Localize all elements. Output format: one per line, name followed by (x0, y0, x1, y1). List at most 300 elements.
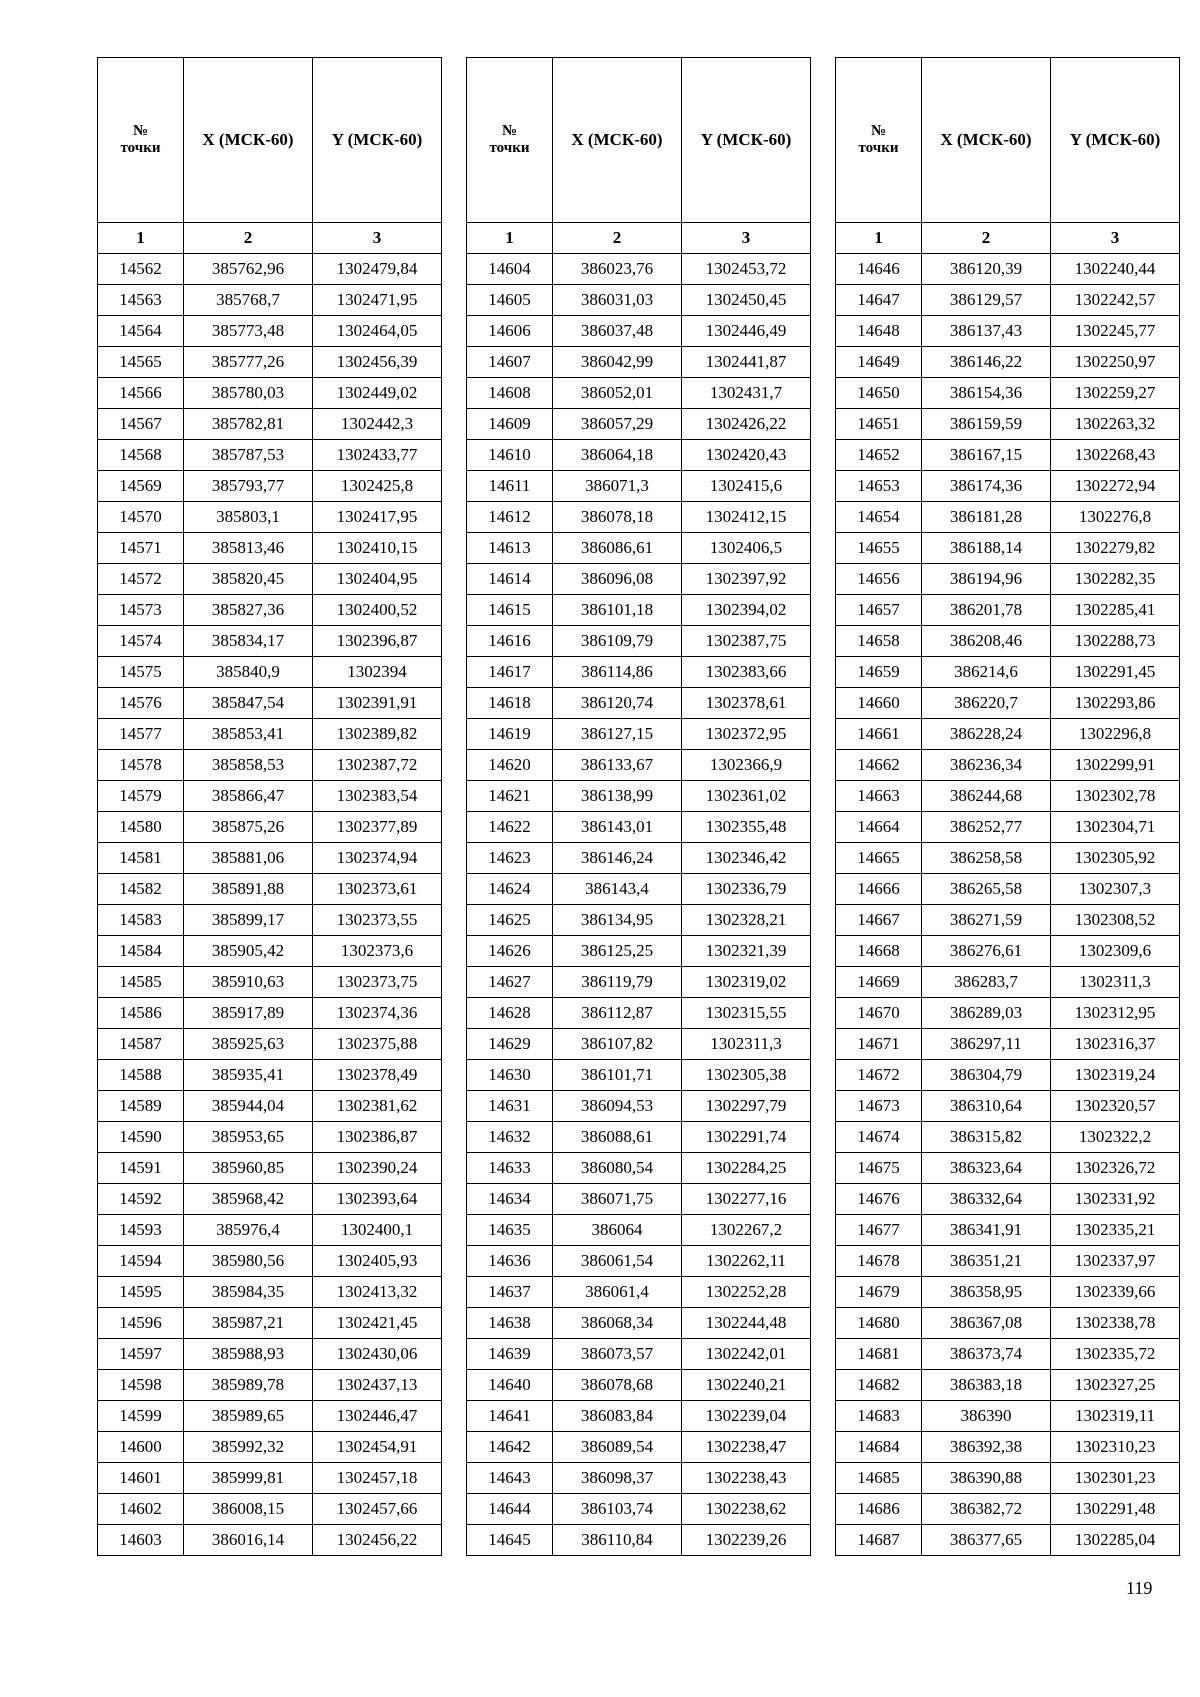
table-row (836, 657, 1180, 688)
x-coordinate-cell: 385917,89 (184, 998, 313, 1029)
x-coordinate-cell: 385768,7 (184, 285, 313, 316)
table-row (836, 378, 1180, 409)
point-number-cell: 14686 (836, 1494, 922, 1525)
point-number-cell: 14607 (467, 347, 553, 378)
x-coordinate-cell: 386127,15 (553, 719, 682, 750)
table-row (467, 1401, 811, 1432)
point-number-cell: 14664 (836, 812, 922, 843)
point-number-cell: 14628 (467, 998, 553, 1029)
table-row (98, 1029, 442, 1060)
table-row (467, 595, 811, 626)
point-number-cell: 14599 (98, 1401, 184, 1432)
table-row (467, 657, 811, 688)
table-row (836, 347, 1180, 378)
table-row (467, 1308, 811, 1339)
y-coordinate-cell: 1302400,52 (313, 595, 442, 626)
point-number-cell: 14578 (98, 750, 184, 781)
y-coordinate-cell: 1302242,57 (1051, 285, 1180, 316)
x-coordinate-cell: 385899,17 (184, 905, 313, 936)
coordinates-table (466, 57, 811, 1556)
y-coordinate-cell: 1302238,43 (682, 1463, 811, 1494)
y-coordinate-cell: 1302471,95 (313, 285, 442, 316)
table-row (98, 1339, 442, 1370)
point-number-cell: 14606 (467, 316, 553, 347)
x-coordinate-cell: 386283,7 (922, 967, 1051, 998)
point-number-cell: 14632 (467, 1122, 553, 1153)
y-coordinate-cell: 1302375,88 (313, 1029, 442, 1060)
point-number-cell: 14659 (836, 657, 922, 688)
x-coordinate-cell: 386101,71 (553, 1060, 682, 1091)
x-coordinate-cell: 386016,14 (184, 1525, 313, 1556)
table-row (98, 502, 442, 533)
point-number-cell: 14568 (98, 440, 184, 471)
y-coordinate-cell: 1302404,95 (313, 564, 442, 595)
point-number-cell: 14582 (98, 874, 184, 905)
point-number-cell: 14600 (98, 1432, 184, 1463)
y-coordinate-cell: 1302390,24 (313, 1153, 442, 1184)
table-row (836, 1370, 1180, 1401)
point-number-cell: 14617 (467, 657, 553, 688)
y-coordinate-cell: 1302431,7 (682, 378, 811, 409)
table-row (467, 564, 811, 595)
column-index: 3 (313, 223, 442, 254)
table-row (98, 688, 442, 719)
point-number-cell: 14584 (98, 936, 184, 967)
y-coordinate-cell: 1302387,72 (313, 750, 442, 781)
x-coordinate-cell: 386143,01 (553, 812, 682, 843)
y-coordinate-cell: 1302421,45 (313, 1308, 442, 1339)
x-coordinate-cell: 385953,65 (184, 1122, 313, 1153)
y-coordinate-cell: 1302355,48 (682, 812, 811, 843)
point-number-cell: 14610 (467, 440, 553, 471)
table-row (98, 378, 442, 409)
point-number-cell: 14564 (98, 316, 184, 347)
y-coordinate-cell: 1302413,32 (313, 1277, 442, 1308)
x-coordinate-cell: 386129,57 (922, 285, 1051, 316)
x-coordinate-cell: 386390,88 (922, 1463, 1051, 1494)
point-number-cell: 14668 (836, 936, 922, 967)
y-coordinate-header: Y (МСК-60) (313, 58, 442, 223)
table-row (836, 1494, 1180, 1525)
table-row (467, 750, 811, 781)
x-coordinate-cell: 386351,21 (922, 1246, 1051, 1277)
y-coordinate-cell: 1302282,35 (1051, 564, 1180, 595)
point-number-cell: 14679 (836, 1277, 922, 1308)
table-row (467, 998, 811, 1029)
x-coordinate-cell: 385777,26 (184, 347, 313, 378)
point-number-cell: 14622 (467, 812, 553, 843)
point-number-cell: 14658 (836, 626, 922, 657)
x-coordinate-cell: 386201,78 (922, 595, 1051, 626)
x-coordinate-cell: 386120,39 (922, 254, 1051, 285)
point-number-cell: 14625 (467, 905, 553, 936)
x-coordinate-cell: 385976,4 (184, 1215, 313, 1246)
y-coordinate-cell: 1302302,78 (1051, 781, 1180, 812)
y-coordinate-cell: 1302394 (313, 657, 442, 688)
x-coordinate-cell: 386367,08 (922, 1308, 1051, 1339)
y-coordinate-cell: 1302373,75 (313, 967, 442, 998)
table-row (467, 688, 811, 719)
point-number-cell: 14631 (467, 1091, 553, 1122)
table-row (98, 347, 442, 378)
table-row (98, 812, 442, 843)
y-coordinate-cell: 1302412,15 (682, 502, 811, 533)
y-coordinate-cell: 1302311,3 (1051, 967, 1180, 998)
table-row (467, 254, 811, 285)
x-coordinate-cell: 386137,43 (922, 316, 1051, 347)
table-row (98, 1215, 442, 1246)
table-row (467, 1525, 811, 1556)
x-coordinate-cell: 385782,81 (184, 409, 313, 440)
y-coordinate-cell: 1302450,45 (682, 285, 811, 316)
coordinates-table (835, 57, 1180, 1556)
x-coordinate-cell: 386315,82 (922, 1122, 1051, 1153)
x-coordinate-cell: 386382,72 (922, 1494, 1051, 1525)
point-number-cell: 14565 (98, 347, 184, 378)
table-row (836, 1339, 1180, 1370)
y-coordinate-cell: 1302426,22 (682, 409, 811, 440)
table-row (467, 1215, 811, 1246)
y-coordinate-cell: 1302420,43 (682, 440, 811, 471)
column-index: 2 (922, 223, 1051, 254)
table-row (836, 533, 1180, 564)
table-row (98, 657, 442, 688)
point-number-cell: 14620 (467, 750, 553, 781)
point-number-cell: 14684 (836, 1432, 922, 1463)
x-coordinate-cell: 386071,75 (553, 1184, 682, 1215)
table-row (467, 471, 811, 502)
table-row (836, 874, 1180, 905)
point-number-cell: 14629 (467, 1029, 553, 1060)
table-row (98, 440, 442, 471)
x-coordinate-cell: 386120,74 (553, 688, 682, 719)
x-coordinate-cell: 386134,95 (553, 905, 682, 936)
point-number-cell: 14608 (467, 378, 553, 409)
table-row (836, 812, 1180, 843)
point-number-cell: 14683 (836, 1401, 922, 1432)
x-coordinate-cell: 386064,18 (553, 440, 682, 471)
x-coordinate-cell: 386377,65 (922, 1525, 1051, 1556)
x-coordinate-cell: 386071,3 (553, 471, 682, 502)
point-number-cell: 14586 (98, 998, 184, 1029)
y-coordinate-cell: 1302361,02 (682, 781, 811, 812)
table-row (98, 1184, 442, 1215)
point-number-cell: 14681 (836, 1339, 922, 1370)
table-row (467, 378, 811, 409)
header-row (836, 58, 1180, 223)
x-coordinate-cell: 386088,61 (553, 1122, 682, 1153)
y-coordinate-cell: 1302279,82 (1051, 533, 1180, 564)
table-row (98, 1370, 442, 1401)
x-coordinate-cell: 385988,93 (184, 1339, 313, 1370)
y-coordinate-cell: 1302366,9 (682, 750, 811, 781)
x-coordinate-cell: 386008,15 (184, 1494, 313, 1525)
table-row (98, 967, 442, 998)
y-coordinate-cell: 1302277,16 (682, 1184, 811, 1215)
point-number-cell: 14636 (467, 1246, 553, 1277)
table-row (836, 1091, 1180, 1122)
point-number-cell: 14657 (836, 595, 922, 626)
x-coordinate-cell: 386112,87 (553, 998, 682, 1029)
y-coordinate-cell: 1302377,89 (313, 812, 442, 843)
point-number-cell: 14605 (467, 285, 553, 316)
point-number-cell: 14569 (98, 471, 184, 502)
y-coordinate-cell: 1302405,93 (313, 1246, 442, 1277)
point-number-cell: 14671 (836, 1029, 922, 1060)
table-row (836, 998, 1180, 1029)
y-coordinate-cell: 1302337,97 (1051, 1246, 1180, 1277)
table-row (98, 905, 442, 936)
x-coordinate-cell: 385762,96 (184, 254, 313, 285)
point-number-cell: 14598 (98, 1370, 184, 1401)
point-number-cell: 14653 (836, 471, 922, 502)
table-row (836, 843, 1180, 874)
x-coordinate-cell: 386390 (922, 1401, 1051, 1432)
x-coordinate-cell: 386125,25 (553, 936, 682, 967)
x-coordinate-cell: 386154,36 (922, 378, 1051, 409)
y-coordinate-cell: 1302339,66 (1051, 1277, 1180, 1308)
x-coordinate-cell: 386061,54 (553, 1246, 682, 1277)
x-coordinate-cell: 385999,81 (184, 1463, 313, 1494)
y-coordinate-cell: 1302309,6 (1051, 936, 1180, 967)
y-coordinate-cell: 1302240,44 (1051, 254, 1180, 285)
table-row (98, 1122, 442, 1153)
y-coordinate-cell: 1302389,82 (313, 719, 442, 750)
y-coordinate-cell: 1302307,3 (1051, 874, 1180, 905)
point-number-cell: 14661 (836, 719, 922, 750)
point-number-cell: 14680 (836, 1308, 922, 1339)
column-index: 3 (1051, 223, 1180, 254)
column-index: 2 (553, 223, 682, 254)
table-row (98, 1091, 442, 1122)
table-row (467, 409, 811, 440)
table-row (98, 936, 442, 967)
y-coordinate-cell: 1302464,05 (313, 316, 442, 347)
table-row (98, 1060, 442, 1091)
point-number-cell: 14685 (836, 1463, 922, 1494)
x-coordinate-cell: 386042,99 (553, 347, 682, 378)
x-coordinate-cell: 386332,64 (922, 1184, 1051, 1215)
point-number-cell: 14672 (836, 1060, 922, 1091)
x-coordinate-cell: 385968,42 (184, 1184, 313, 1215)
x-coordinate-cell: 386220,7 (922, 688, 1051, 719)
point-number-cell: 14602 (98, 1494, 184, 1525)
point-number-cell: 14674 (836, 1122, 922, 1153)
x-coordinate-cell: 385813,46 (184, 533, 313, 564)
y-coordinate-cell: 1302291,74 (682, 1122, 811, 1153)
y-coordinate-cell: 1302415,6 (682, 471, 811, 502)
x-coordinate-cell: 386174,36 (922, 471, 1051, 502)
x-coordinate-cell: 386110,84 (553, 1525, 682, 1556)
point-number-cell: 14682 (836, 1370, 922, 1401)
table-row (467, 285, 811, 316)
x-coordinate-cell: 385773,48 (184, 316, 313, 347)
y-coordinate-header: Y (МСК-60) (1051, 58, 1180, 223)
x-coordinate-cell: 386214,6 (922, 657, 1051, 688)
table-row (836, 564, 1180, 595)
table-row (836, 254, 1180, 285)
table-row (98, 1153, 442, 1184)
x-coordinate-cell: 386109,79 (553, 626, 682, 657)
y-coordinate-cell: 1302276,8 (1051, 502, 1180, 533)
table-row (836, 1029, 1180, 1060)
y-coordinate-cell: 1302383,66 (682, 657, 811, 688)
x-coordinate-cell: 386078,18 (553, 502, 682, 533)
y-coordinate-cell: 1302346,42 (682, 843, 811, 874)
y-coordinate-cell: 1302374,94 (313, 843, 442, 874)
point-number-cell: 14619 (467, 719, 553, 750)
x-coordinate-cell: 386143,4 (553, 874, 682, 905)
page-number: 119 (1126, 1578, 1153, 1598)
point-number-cell: 14667 (836, 905, 922, 936)
y-coordinate-cell: 1302441,87 (682, 347, 811, 378)
point-number-cell: 14583 (98, 905, 184, 936)
y-coordinate-cell: 1302437,13 (313, 1370, 442, 1401)
y-coordinate-cell: 1302305,38 (682, 1060, 811, 1091)
point-number-cell: 14666 (836, 874, 922, 905)
table-row (467, 905, 811, 936)
x-coordinate-cell: 386276,61 (922, 936, 1051, 967)
point-number-cell: 14563 (98, 285, 184, 316)
y-coordinate-cell: 1302310,23 (1051, 1432, 1180, 1463)
y-coordinate-cell: 1302288,73 (1051, 626, 1180, 657)
header-row (98, 58, 442, 223)
point-number-cell: 14604 (467, 254, 553, 285)
point-number-cell: 14663 (836, 781, 922, 812)
point-number-cell: 14566 (98, 378, 184, 409)
x-coordinate-header: X (МСК-60) (184, 58, 313, 223)
table-row (467, 719, 811, 750)
y-coordinate-header: Y (МСК-60) (682, 58, 811, 223)
table-row (836, 750, 1180, 781)
x-coordinate-cell: 386181,28 (922, 502, 1051, 533)
x-coordinate-cell: 386103,74 (553, 1494, 682, 1525)
y-coordinate-cell: 1302425,8 (313, 471, 442, 502)
table-row (98, 564, 442, 595)
table-row (836, 502, 1180, 533)
point-number-cell: 14571 (98, 533, 184, 564)
x-coordinate-cell: 386188,14 (922, 533, 1051, 564)
x-coordinate-cell: 386057,29 (553, 409, 682, 440)
x-coordinate-cell: 386107,82 (553, 1029, 682, 1060)
y-coordinate-cell: 1302259,27 (1051, 378, 1180, 409)
y-coordinate-cell: 1302397,92 (682, 564, 811, 595)
y-coordinate-cell: 1302285,04 (1051, 1525, 1180, 1556)
point-number-cell: 14570 (98, 502, 184, 533)
point-number-cell: 14573 (98, 595, 184, 626)
point-number-cell: 14687 (836, 1525, 922, 1556)
y-coordinate-cell: 1302316,37 (1051, 1029, 1180, 1060)
table-row (836, 1401, 1180, 1432)
y-coordinate-cell: 1302242,01 (682, 1339, 811, 1370)
table-row (836, 1463, 1180, 1494)
table-row (98, 1401, 442, 1432)
point-number-cell: 14670 (836, 998, 922, 1029)
point-number-cell: 14595 (98, 1277, 184, 1308)
y-coordinate-cell: 1302373,6 (313, 936, 442, 967)
table-row (98, 1432, 442, 1463)
y-coordinate-cell: 1302301,23 (1051, 1463, 1180, 1494)
point-number-cell: 14592 (98, 1184, 184, 1215)
table-row (836, 409, 1180, 440)
table-row (836, 967, 1180, 998)
point-number-cell: 14579 (98, 781, 184, 812)
y-coordinate-cell: 1302263,32 (1051, 409, 1180, 440)
y-coordinate-cell: 1302406,5 (682, 533, 811, 564)
x-coordinate-cell: 385989,65 (184, 1401, 313, 1432)
x-coordinate-cell: 386304,79 (922, 1060, 1051, 1091)
header-row (467, 58, 811, 223)
x-coordinate-cell: 386383,18 (922, 1370, 1051, 1401)
point-number-cell: 14662 (836, 750, 922, 781)
table-row (98, 1246, 442, 1277)
x-coordinate-cell: 385853,41 (184, 719, 313, 750)
table-row (836, 440, 1180, 471)
y-coordinate-cell: 1302296,8 (1051, 719, 1180, 750)
point-number-cell: 14640 (467, 1370, 553, 1401)
table-row (98, 285, 442, 316)
table-row (467, 440, 811, 471)
point-number-cell: 14624 (467, 874, 553, 905)
x-coordinate-cell: 385827,36 (184, 595, 313, 626)
y-coordinate-cell: 1302262,11 (682, 1246, 811, 1277)
x-coordinate-cell: 385866,47 (184, 781, 313, 812)
table-row (467, 533, 811, 564)
y-coordinate-cell: 1302457,18 (313, 1463, 442, 1494)
point-number-cell: 14677 (836, 1215, 922, 1246)
table-row (467, 1060, 811, 1091)
x-coordinate-cell: 386265,58 (922, 874, 1051, 905)
point-number-cell: 14597 (98, 1339, 184, 1370)
table-row (836, 1308, 1180, 1339)
y-coordinate-cell: 1302239,26 (682, 1525, 811, 1556)
table-row (836, 1246, 1180, 1277)
y-coordinate-cell: 1302238,47 (682, 1432, 811, 1463)
point-number-cell: 14616 (467, 626, 553, 657)
y-coordinate-cell: 1302374,36 (313, 998, 442, 1029)
y-coordinate-cell: 1302305,92 (1051, 843, 1180, 874)
table-row (98, 409, 442, 440)
point-number-cell: 14588 (98, 1060, 184, 1091)
point-number-cell: 14613 (467, 533, 553, 564)
y-coordinate-cell: 1302239,04 (682, 1401, 811, 1432)
point-number-cell: 14669 (836, 967, 922, 998)
column-index: 1 (98, 223, 184, 254)
x-coordinate-cell: 386119,79 (553, 967, 682, 998)
table-row (98, 1463, 442, 1494)
x-coordinate-cell: 386138,99 (553, 781, 682, 812)
table-row (836, 1153, 1180, 1184)
point-number-cell: 14594 (98, 1246, 184, 1277)
table-row (98, 874, 442, 905)
x-coordinate-cell: 386052,01 (553, 378, 682, 409)
point-number-cell: 14639 (467, 1339, 553, 1370)
y-coordinate-cell: 1302297,79 (682, 1091, 811, 1122)
table-row (98, 750, 442, 781)
column-index: 1 (836, 223, 922, 254)
column-index: 2 (184, 223, 313, 254)
x-coordinate-cell: 386392,38 (922, 1432, 1051, 1463)
point-number-cell: 14660 (836, 688, 922, 719)
point-number-cell: 14651 (836, 409, 922, 440)
point-number-cell: 14656 (836, 564, 922, 595)
x-coordinate-cell: 385891,88 (184, 874, 313, 905)
x-coordinate-cell: 386096,08 (553, 564, 682, 595)
table-row (98, 998, 442, 1029)
table-row (467, 1339, 811, 1370)
table-row (467, 1432, 811, 1463)
table-row (98, 595, 442, 626)
